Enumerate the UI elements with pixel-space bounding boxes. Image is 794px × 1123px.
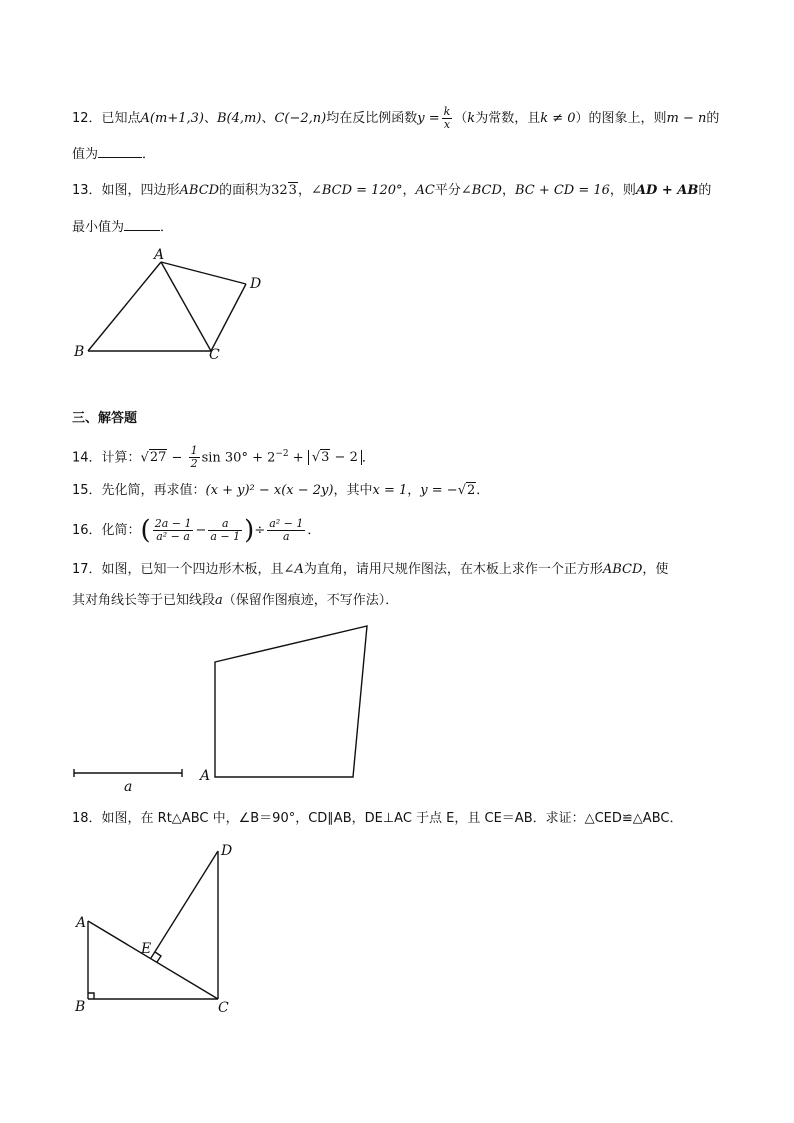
segment-ac <box>88 921 218 999</box>
label-b: B <box>74 344 85 360</box>
question-18: 18．如图，在 Rt△ABC 中，∠B＝90°，CD∥AB，DE⊥AC 于点 E，且 CE＝AB．求证：△CED≌△ABC． <box>72 811 683 826</box>
question-17-line-1: 17．如图，已知一个四边形木板，且∠A为直角，请用尺规作图法，在木板上求作一个正方形ABCD，使 <box>72 562 669 577</box>
label-a-segment: a <box>124 779 133 795</box>
point-c: C(−2,n) <box>274 111 327 126</box>
sqrt-3: 3 <box>288 183 297 198</box>
k-over-x-fraction: $\frac{k}{x}$ <box>443 105 451 131</box>
label-c: C <box>218 1000 229 1016</box>
right-angle-mark-b <box>88 993 94 999</box>
segment-ab <box>88 262 161 351</box>
label-d: D <box>221 843 233 859</box>
segment-de <box>151 851 218 958</box>
question-13-line-2: 最小值为 ． <box>72 220 174 235</box>
segment-ad <box>161 262 246 284</box>
answer-blank[interactable] <box>98 145 142 158</box>
right-angle-mark-e <box>155 952 161 962</box>
half-fraction: $\frac{1}{2}$ <box>190 444 198 471</box>
question-14: 14．计算：√27 − $\frac{1}{2}$ $\sin 30^\circ + 2^{-2} + √3 - 2$ ． <box>72 444 375 471</box>
absolute-value: √3 − 2 <box>308 450 362 465</box>
question-13-line-1: 13．如图，四边形ABCD的面积为323，∠BCD = 120°，AC平分∠BCD，BC + CD = 16，则AD + AB的 <box>72 183 712 198</box>
segment-dc <box>211 284 246 351</box>
question-12-line-1: 12．已知点A(m+1,3)、B(4,m)、C(−2,n)均在反比例函数y = $\frac{k}{x}$ （k为常数，且k ≠ 0）的图象上，则m − n的 <box>72 105 720 131</box>
section-title: 三、解答题 <box>72 411 138 426</box>
question-15: 15．先化简，再求值：(x + y)² − x(x − 2y)，其中x = 1，y = −√2． <box>72 483 490 498</box>
point-a: A(m+1,3) <box>140 111 204 126</box>
label-a: A <box>76 915 87 931</box>
question-17-line-2: 其对角线长等于已知线段a（保留作图痕迹，不写作法）． <box>72 593 399 608</box>
segment-ac <box>161 262 211 351</box>
quadrilateral-board <box>215 626 367 777</box>
label-d: D <box>250 276 262 292</box>
answer-blank[interactable] <box>124 218 160 231</box>
question-16: 16．化简：( $\frac{2a - 1}{\text{a² − a}}$ − $\frac{a}{a - 1}$ )÷ $\frac{\text{a² − 1}}{a}$ ． <box>72 515 321 546</box>
fraction-3: $\frac{\text{a² − 1}}{a}$ <box>269 517 304 543</box>
label-a-vertex: A <box>200 768 211 784</box>
fraction-2: $\frac{a}{a - 1}$ <box>210 517 241 543</box>
question-12-line-2: 值为 ． <box>72 147 156 162</box>
fraction-1: $\frac{2a - 1}{\text{a² − a}}$ <box>154 517 192 543</box>
label-b: B <box>75 999 86 1015</box>
label-e: E <box>141 941 152 957</box>
label-c: C <box>209 347 220 363</box>
label-a: A <box>154 247 165 263</box>
point-b: B(4,m) <box>217 111 262 126</box>
